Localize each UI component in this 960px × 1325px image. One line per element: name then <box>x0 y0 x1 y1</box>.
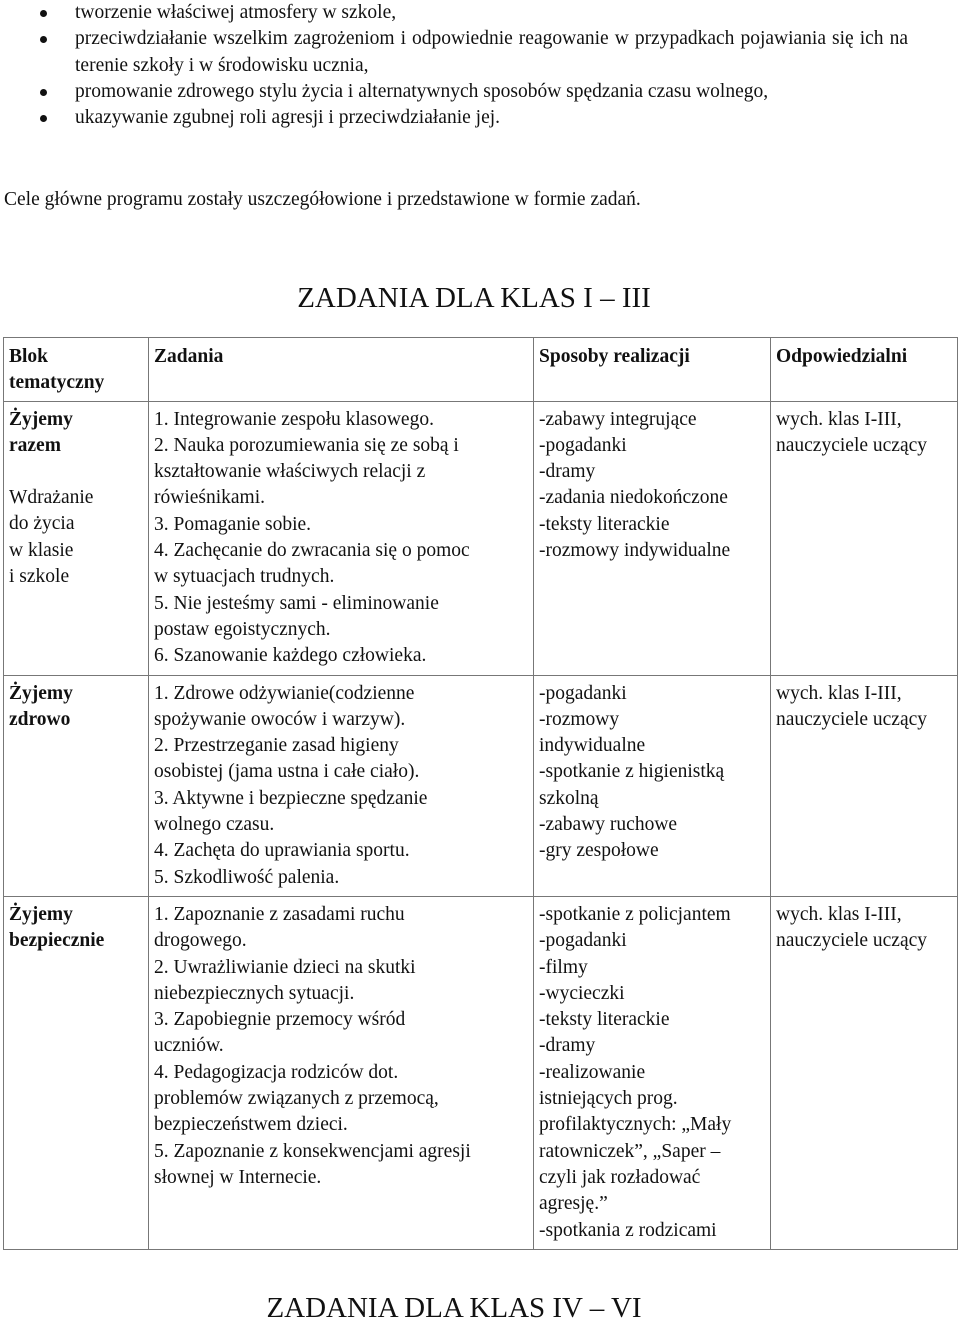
section-title-grades-4-6: ZADANIA DLA KLAS IV – VI <box>266 1292 642 1324</box>
task-line: 5. Zapoznanie z konsekwencjami agresji <box>154 1140 471 1162</box>
method-line: -zabawy integrujące <box>539 408 697 430</box>
task-line: słownej w Internecie. <box>154 1166 322 1188</box>
methods-cell <box>534 401 771 675</box>
block-title: razem <box>9 434 61 456</box>
task-line: bezpieczeństwem dzieci. <box>154 1114 348 1136</box>
block-title: zdrowo <box>9 708 71 730</box>
block-subtitle: w klasie <box>9 539 74 561</box>
responsible-line: nauczyciele uczący <box>776 434 928 456</box>
task-line: 3. Pomaganie sobie. <box>154 513 312 535</box>
method-line: -pogadanki <box>539 434 627 456</box>
responsible-cell <box>771 896 958 1249</box>
block-subtitle: i szkole <box>9 566 70 588</box>
goal-item <box>0 0 960 26</box>
method-line: profilaktycznych: „Mały <box>539 1114 732 1136</box>
block-title: Żyjemy <box>9 903 73 925</box>
section-title-grades-1-3: ZADANIA DLA KLAS I – III <box>297 282 651 314</box>
responsible-line: nauczyciele uczący <box>776 708 928 730</box>
task-line: 4. Zachęcanie do zwracania się o pomoc <box>154 540 470 562</box>
goal-text: przeciwdziałanie wszelkim zagrożeniom i odpowiednie reagowanie w przypadkach pojawiania się ich na terenie szkoły i w środowisku ucznia, <box>75 28 908 76</box>
header-responsible: Odpowiedzialni <box>771 338 958 402</box>
method-line: czyli jak rozładować <box>539 1166 701 1188</box>
tasks-cell <box>149 675 534 896</box>
task-line: postaw egoistycznych. <box>154 618 331 640</box>
bullet-icon <box>40 115 47 122</box>
method-line: -pogadanki <box>539 682 627 704</box>
task-line: 6. Szanowanie każdego człowieka. <box>154 645 427 667</box>
header-methods: Sposoby realizacji <box>534 338 771 402</box>
task-line: 2. Przestrzeganie zasad higieny <box>154 735 399 757</box>
goals-list <box>0 0 960 131</box>
task-line: 1. Integrowanie zespołu klasowego. <box>154 408 434 430</box>
task-line: 3. Aktywne i bezpieczne spędzanie <box>154 787 428 809</box>
responsible-line: nauczyciele uczący <box>776 930 928 952</box>
goal-item <box>0 105 960 131</box>
method-line: -pogadanki <box>539 930 627 952</box>
header-block-line: Blok <box>9 346 49 367</box>
header-block-line: tematyczny <box>9 372 105 394</box>
responsible-line: wych. klas I-III, <box>776 408 902 430</box>
task-line: niebezpiecznych sytuacji. <box>154 982 355 1004</box>
bullet-icon <box>40 36 47 43</box>
block-cell <box>4 401 149 675</box>
table-header-row <box>4 338 958 402</box>
table-row <box>4 401 958 675</box>
responsible-cell <box>771 675 958 896</box>
goal-text: promowanie zdrowego stylu życia i alternatywnych sposobów spędzania czasu wolnego, <box>75 80 769 102</box>
method-line: -realizowanie <box>539 1061 646 1083</box>
goal-item <box>0 79 960 105</box>
block-title: Żyjemy <box>9 682 73 704</box>
block-cell <box>4 675 149 896</box>
task-line: 4. Zachęta do uprawiania sportu. <box>154 840 410 862</box>
method-line: agresję.” <box>539 1193 608 1215</box>
block-subtitle: do życia <box>9 513 75 535</box>
method-line: -rozmowy indywidualne <box>539 540 731 562</box>
task-line: osobistej (jama ustna i całe ciało). <box>154 761 420 783</box>
method-line: -teksty literackie <box>539 1009 670 1031</box>
task-line: 5. Szkodliwość palenia. <box>154 866 340 888</box>
task-line: 2. Nauka porozumiewania się ze sobą i <box>154 434 459 456</box>
method-line: -rozmowy <box>539 708 620 730</box>
bullet-icon <box>40 10 47 17</box>
task-line: kształtowanie właściwych relacji z <box>154 461 426 483</box>
method-line: ratowniczek”, „Saper – <box>539 1140 721 1162</box>
task-line: 1. Zdrowe odżywianie(codzienne <box>154 682 415 704</box>
tasks-cell <box>149 401 534 675</box>
intro-paragraph: Cele główne programu zostały uszczegółowione i przedstawione w formie zadań. <box>4 189 641 210</box>
task-line: rówieśnikami. <box>154 487 266 509</box>
goal-item <box>0 26 960 79</box>
responsible-cell <box>771 401 958 675</box>
task-line: wolnego czasu. <box>154 814 275 836</box>
methods-cell <box>534 896 771 1249</box>
tasks-cell <box>149 896 534 1249</box>
block-cell <box>4 896 149 1249</box>
task-line: drogowego. <box>154 930 247 952</box>
task-line: spożywanie owoców i warzyw). <box>154 708 406 730</box>
table-row <box>4 896 958 1249</box>
task-line: 3. Zapobiegnie przemocy wśród <box>154 1009 406 1031</box>
method-line: -dramy <box>539 1035 596 1057</box>
header-block <box>4 338 149 402</box>
method-line: -dramy <box>539 461 596 483</box>
method-line: istniejących prog. <box>539 1088 678 1110</box>
method-line: szkolną <box>539 787 599 809</box>
task-line: 5. Nie jesteśmy sami - eliminowanie <box>154 592 439 614</box>
task-line: w sytuacjach trudnych. <box>154 566 335 588</box>
method-line: -zadania niedokończone <box>539 487 728 509</box>
method-line: -spotkanie z higienistką <box>539 761 725 783</box>
task-line: uczniów. <box>154 1035 224 1057</box>
method-line: -spotkania z rodzicami <box>539 1219 717 1241</box>
tasks-table <box>3 337 958 1250</box>
header-tasks: Zadania <box>149 338 534 402</box>
bullet-icon <box>40 89 47 96</box>
task-line: problemów związanych z przemocą, <box>154 1088 439 1110</box>
block-title: Żyjemy <box>9 408 73 430</box>
goal-text: ukazywanie zgubnej roli agresji i przeciwdziałanie jej. <box>75 107 501 129</box>
task-line: 1. Zapoznanie z zasadami ruchu <box>154 903 405 925</box>
method-line: -filmy <box>539 956 588 978</box>
method-line: -wycieczki <box>539 982 625 1004</box>
task-line: 4. Pedagogizacja rodziców dot. <box>154 1061 399 1083</box>
responsible-line: wych. klas I-III, <box>776 682 902 704</box>
block-title: bezpiecznie <box>9 930 105 952</box>
method-line: indywidualne <box>539 735 646 757</box>
method-line: -zabawy ruchowe <box>539 814 678 836</box>
responsible-line: wych. klas I-III, <box>776 903 902 925</box>
method-line: -gry zespołowe <box>539 840 659 862</box>
method-line: -teksty literackie <box>539 513 670 535</box>
methods-cell <box>534 675 771 896</box>
task-line: 2. Uwrażliwianie dzieci na skutki <box>154 956 416 978</box>
block-subtitle: Wdrażanie <box>9 487 94 509</box>
method-line: -spotkanie z policjantem <box>539 903 731 925</box>
goal-text: tworzenie właściwej atmosfery w szkole, <box>75 2 397 23</box>
table-row <box>4 675 958 896</box>
